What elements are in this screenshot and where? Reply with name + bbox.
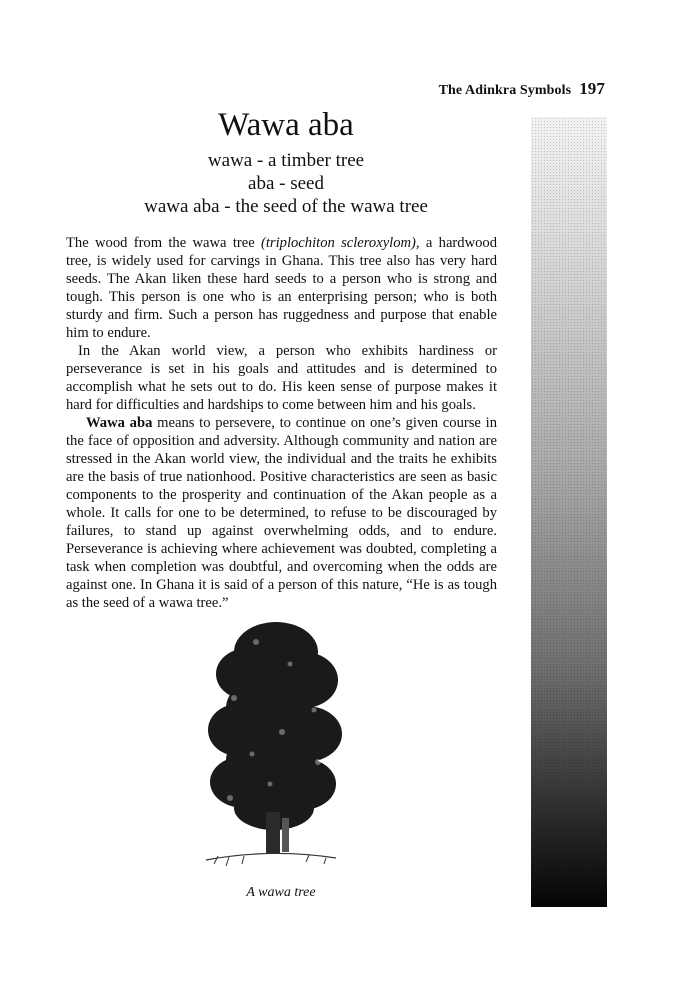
- page-number: 197: [579, 79, 605, 98]
- definition-aba: aba - seed: [248, 173, 324, 194]
- definition-wawa: wawa - a timber tree: [207, 150, 365, 171]
- section-title: The Adinkra Symbols: [438, 83, 572, 98]
- paragraph-1-start: The wood from the wawa tree: [66, 235, 262, 251]
- body-text: [66, 234, 497, 612]
- paragraph-1: [66, 234, 497, 342]
- figure-caption: A wawa tree: [246, 885, 316, 900]
- scientific-name: (triplochiton scleroxylom),: [261, 235, 420, 251]
- page-title: Wawa aba: [218, 107, 354, 143]
- wawa-tree-illustration: [186, 612, 356, 882]
- paragraph-1-rest: a hardwood tree, is widely used for carvings in Ghana. This tree also has very hard seeds. The Akan liken these hard seeds to a person who is strong and tough. This person is one who is an enterprising person; who is both sturdy and firm. Such a person has ruggedness and purpose that enable him to endure.: [66, 235, 498, 341]
- paragraph-3: [66, 414, 497, 612]
- running-head: [439, 79, 605, 99]
- paragraph-2: In the Akan world view, a person who exhibits hardiness or perseverance is set in his goals and attitudes and is determined to accomplish what he sets out to do. His keen sense of purpose makes it hard for difficulties and hardships to come between him and his goals.: [66, 343, 497, 413]
- term-wawa-aba: Wawa aba: [86, 415, 153, 431]
- definition-wawa-aba: wawa aba - the seed of the wawa tree: [144, 196, 428, 217]
- paragraph-3-rest: means to persevere, to continue on one’s given course in the face of opposition and adversity. Although community and nation are stressed in the Akan world view, the individual and the traits he exhibits are the basis of true nationhood. Positive characteristics are seen as basic components to the prosperity and continuation of the Akan people as a whole. It calls for one to be determined, to refuse to be discouraged by failures, to stand up against overwhelming odds, and to endure. Perseverance is achieving where achievement was doubted, completing a task when completion was doubtful, and overcoming when the odds are against one. In Ghana it is said of a person of this nature, “He is as tough as the seed of a wawa tree.”: [66, 415, 497, 611]
- side-gradient-strip: [531, 117, 607, 907]
